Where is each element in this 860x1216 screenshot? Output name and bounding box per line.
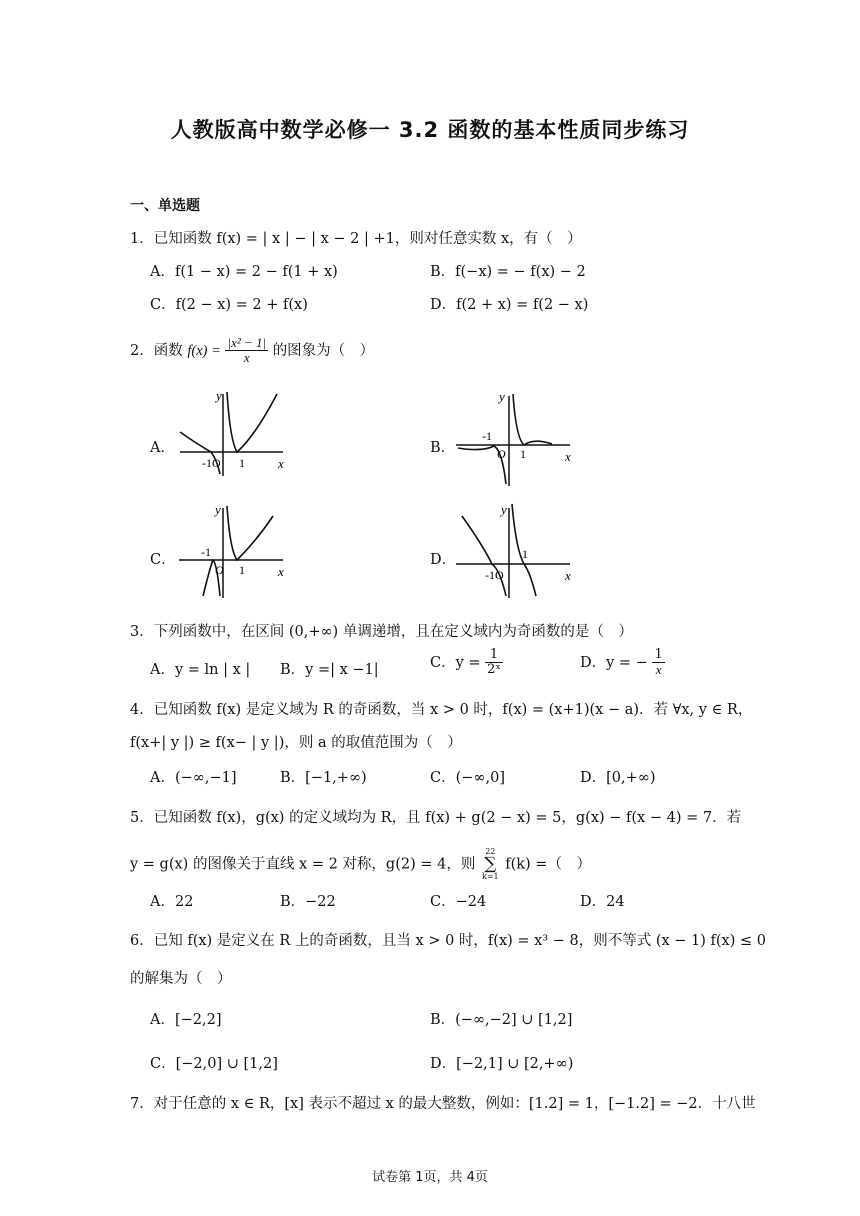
question-2-fraction-denominator: x [243,350,250,366]
graph-d-neg1o-label: -1O [485,568,504,582]
question-3-option-c-numerator: 1 [485,648,503,663]
graph-d-y-label: y [501,502,507,517]
page-title: 人教版高中数学必修一 3.2 函数的基本性质同步练习 [170,118,690,142]
graph-b-y-label: y [499,389,505,404]
question-2-stem [130,336,374,366]
graph-c-one-label: 1 [239,563,245,577]
question-6-option-a[interactable]: A．[−2,2] [150,1012,222,1028]
question-6-option-d[interactable]: D．[−2,1] ∪ [2,+∞) [430,1056,574,1072]
question-3-option-c[interactable] [430,648,503,678]
question-5-line-1: 5．已知函数 f(x)，g(x) 的定义域均为 R，且 f(x) + g(2 − x) = 5，g(x) − f(x − 4) = 7．若 [130,810,742,826]
question-2-option-b[interactable]: B． [430,440,456,456]
graph-c-y-label: y [215,502,221,517]
question-2-func-lhs: f(x) = [187,342,221,359]
question-5-sum-lower: k=1 [481,872,499,881]
question-2-prefix: 2．函数 [130,342,183,359]
question-2-fraction [225,336,268,366]
graph-b-origin-label: O [497,447,506,461]
graph-c[interactable] [175,500,290,600]
graph-d-left-curve [462,516,506,596]
question-4-line-2: f(x+| y |) ≥ f(x− | y |)，则 a 的取值范围为（ ） [130,735,462,751]
section-heading: 一、单选题 [130,198,200,214]
graph-b[interactable] [452,388,577,488]
question-5-sum-upper: 22 [485,847,496,856]
question-5-summation [482,848,499,881]
question-4-option-a[interactable]: A．(−∞,−1] [150,770,237,786]
question-3-option-c-prefix: C．y = [430,654,481,671]
graph-a-right-curve [227,392,277,452]
question-1-option-b[interactable]: B．f(−x) = − f(x) − 2 [430,264,586,280]
question-3-option-b[interactable]: B．y =| x −1| [280,662,379,678]
question-3-option-d-prefix: D．y = − [580,654,648,671]
graph-a-one-label: 1 [239,456,245,470]
graph-d-one-label: 1 [522,547,528,561]
question-5-option-b[interactable]: B．−22 [280,894,336,910]
question-2-option-d[interactable]: D． [430,552,457,568]
question-5-option-a[interactable]: A．22 [150,894,194,910]
question-4-option-d[interactable]: D．[0,+∞) [580,770,656,786]
graph-a-neg1o-label: -1O [202,456,221,470]
question-5-option-c[interactable]: C．−24 [430,894,487,910]
graph-c-x-label: x [278,564,284,579]
graph-a[interactable] [175,388,290,478]
graph-c-neg1-label: -1 [201,545,211,559]
question-2-fraction-numerator: |x² − 1| [227,335,267,350]
graph-c-origin-label: O [215,563,224,577]
question-1-stem: 1．已知函数 f(x) = | x | − | x − 2 | +1，则对任意实数 x，有（ ） [130,231,582,247]
question-6-option-b[interactable]: B．(−∞,−2] ∪ [1,2] [430,1012,573,1028]
graph-b-one-label: 1 [520,447,526,461]
graph-d[interactable] [452,500,577,600]
graph-b-right-curve [513,394,552,445]
graph-d-x-label: x [565,568,571,583]
question-2-option-a[interactable]: A． [150,440,175,456]
page-footer: 试卷第 1页，共 4页 [372,1170,488,1185]
question-7-line-1: 7．对于任意的 x ∈ R，[x] 表示不超过 x 的最大整数，例如：[1.2] = 1，[−1.2] = −2．十八世 [130,1096,756,1112]
graph-b-x-label: x [565,449,571,464]
question-3-option-a[interactable]: A．y = ln | x | [150,662,251,678]
question-2-option-c[interactable]: C． [150,552,176,568]
question-5-line-2-suffix: f(k) =（ ） [505,856,591,873]
question-5-option-d[interactable]: D．24 [580,894,625,910]
question-4-option-c[interactable]: C．(−∞,0] [430,770,505,786]
graph-a-x-label: x [278,456,284,471]
question-6-line-2: 的解集为（ ） [130,971,232,987]
graph-c-right-curve [227,506,273,560]
graph-b-neg1-label: -1 [482,429,492,443]
question-1-option-d[interactable]: D．f(2 + x) = f(2 − x) [430,297,589,313]
question-3-option-d-numerator: 1 [654,647,663,662]
graph-a-y-label: y [216,388,222,403]
question-5-sum-symbol: ∑ [484,854,497,874]
question-3-option-c-fraction [485,648,503,678]
question-3-option-d[interactable] [580,648,665,678]
question-3-option-d-fraction [652,648,664,678]
question-1-option-c[interactable]: C．f(2 − x) = 2 + f(x) [150,297,308,313]
question-6-option-c[interactable]: C．[−2,0] ∪ [1,2] [150,1056,278,1072]
question-3-option-c-denominator: 2ˣ [487,662,501,678]
question-5-line-2-prefix: y = g(x) 的图像关于直线 x = 2 对称，g(2) = 4，则 [130,856,476,873]
question-5-line-2 [130,848,591,881]
question-1-option-a[interactable]: A．f(1 − x) = 2 − f(1 + x) [150,264,338,280]
question-6-line-1: 6．已知 f(x) 是定义在 R 上的奇函数，且当 x > 0 时，f(x) = x³ − 8，则不等式 (x − 1) f(x) ≤ 0 [130,933,766,949]
question-4-option-b[interactable]: B．[−1,+∞) [280,770,367,786]
question-2-suffix: 的图象为（ ） [272,342,375,359]
question-3-option-d-denominator: x [655,662,662,678]
question-3-stem: 3．下列函数中，在区间 (0,+∞) 单调递增，且在定义域内为奇函数的是（ ） [130,624,633,640]
question-4-line-1: 4．已知函数 f(x) 是定义域为 R 的奇函数，当 x > 0 时，f(x) = (x+1)(x − a)．若 ∀x, y ∈ R， [130,702,753,718]
